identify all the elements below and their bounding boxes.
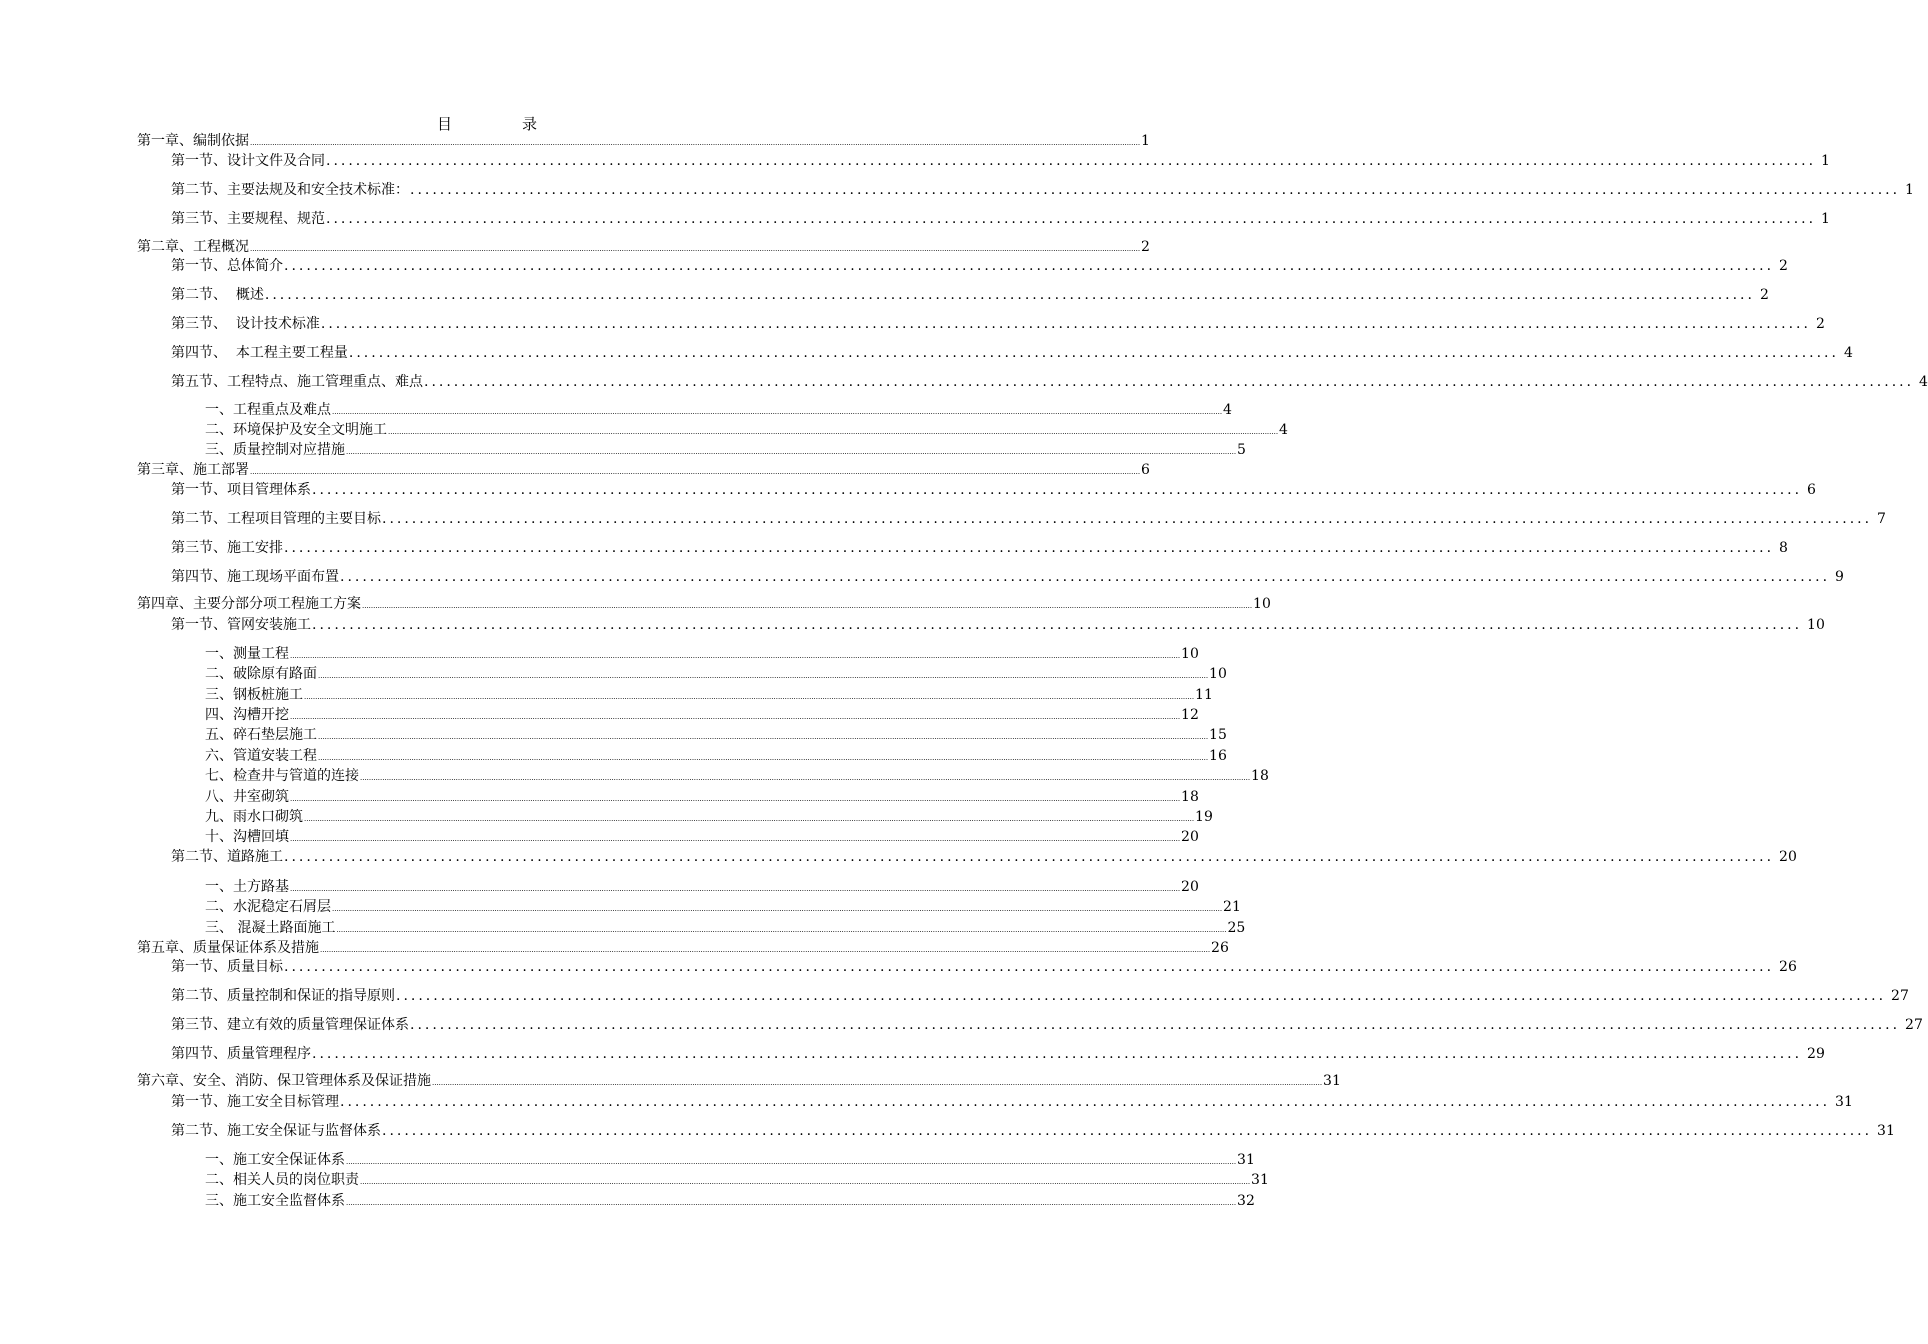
toc-entry-label: 第一节、施工安全目标管理 — [171, 1094, 339, 1110]
toc-page-number: 7 — [1877, 511, 1886, 527]
toc-title-right: 录 — [522, 115, 538, 133]
toc-dot-leader: ........................................................................................................................................................................................................ — [320, 316, 1811, 332]
toc-dot-leader: ................................................................................................................................................................................................................................................................................................................................................................................................................ — [304, 693, 1195, 701]
toc-entry-label: 七、检查井与管道的连接 — [205, 768, 359, 784]
toc-page-number: 29 — [1807, 1046, 1825, 1062]
toc-dot-leader: ........................................................................................................................................................................................................ — [410, 1017, 1901, 1033]
toc-entry[interactable] — [171, 1014, 1923, 1034]
toc-entry[interactable] — [171, 313, 1825, 333]
toc-entry[interactable] — [205, 917, 1246, 937]
toc-dot-leader: ........................................................................................................................................................................................................ — [340, 569, 1831, 585]
toc-entry-label: 第三节、建立有效的质量管理保证体系 — [171, 1017, 409, 1033]
toc-page-number: 8 — [1779, 540, 1788, 556]
toc-entry-label: 一、土方路基 — [205, 879, 289, 895]
toc-entry-label: 二、破除原有路面 — [205, 666, 317, 682]
toc-entry[interactable] — [205, 765, 1269, 785]
toc-entry-label: 八、井室砌筑 — [205, 789, 289, 805]
toc-entry-label: 第二章、工程概况 — [137, 239, 249, 255]
toc-page-number: 27 — [1891, 988, 1909, 1004]
toc-entry-label: 第一节、项目管理体系 — [171, 482, 311, 498]
toc-entry[interactable] — [171, 150, 1830, 170]
toc-page-number: 27 — [1905, 1017, 1923, 1033]
toc-page-number: 15 — [1209, 727, 1227, 743]
toc-page-number: 6 — [1141, 462, 1150, 478]
toc-entry[interactable] — [171, 614, 1825, 634]
toc-entry-label: 五、碎石垫层施工 — [205, 727, 317, 743]
toc-page-number: 2 — [1815, 316, 1825, 332]
toc-dot-leader: ................................................................................................................................................................................................................................................................................................................................................................................................................ — [290, 795, 1181, 803]
toc-dot-leader: ................................................................................................................................................................................................................................................................................................................................................................................................................ — [250, 245, 1141, 253]
toc-entry-label: 第一节、质量目标 — [171, 959, 283, 975]
toc-entry-label: 第三节、施工安排 — [171, 540, 283, 556]
toc-page-number: 2 — [1779, 258, 1788, 274]
toc-entry[interactable] — [205, 876, 1199, 896]
toc-dot-leader: ........................................................................................................................................................................................................ — [340, 1094, 1831, 1110]
toc-page-number: 4 — [1279, 422, 1288, 438]
toc-entry[interactable] — [171, 956, 1797, 976]
toc-entry-label: 三、质量控制对应措施 — [205, 442, 345, 458]
toc-entry-label: 第二节、 概述 — [171, 287, 264, 303]
toc-entry-label: 第一节、设计文件及合同 — [171, 153, 325, 169]
toc-entry-label: 第三章、施工部署 — [137, 462, 249, 478]
toc-entry-label: 九、雨水口砌筑 — [205, 809, 303, 825]
toc-page-number: 26 — [1779, 959, 1797, 975]
toc-entry[interactable] — [205, 439, 1246, 459]
toc-page-number: 31 — [1877, 1123, 1895, 1139]
toc-entry[interactable] — [171, 479, 1816, 499]
toc-dot-leader: ................................................................................................................................................................................................................................................................................................................................................................................................................ — [250, 139, 1141, 147]
toc-dot-leader: ................................................................................................................................................................................................................................................................................................................................................................................................................ — [346, 1199, 1237, 1207]
toc-entry-label: 二、环境保护及安全文明施工 — [205, 422, 387, 438]
toc-dot-leader: ................................................................................................................................................................................................................................................................................................................................................................................................................ — [250, 468, 1141, 476]
toc-entry[interactable] — [205, 745, 1227, 765]
toc-entry-label: 六、管道安装工程 — [205, 748, 317, 764]
toc-entry-label: 第一节、总体简介 — [171, 258, 283, 274]
toc-entry[interactable] — [137, 236, 1150, 256]
toc-dot-leader: ................................................................................................................................................................................................................................................................................................................................................................................................................ — [318, 754, 1209, 762]
toc-page-number: 6 — [1807, 482, 1816, 498]
toc-entry[interactable] — [205, 704, 1199, 724]
toc-entry[interactable] — [205, 399, 1232, 419]
toc-entry[interactable] — [205, 663, 1227, 683]
toc-page-number: 4 — [1843, 345, 1853, 361]
toc-dot-leader: ........................................................................................................................................................................................................ — [382, 1123, 1873, 1139]
toc-entry[interactable] — [205, 684, 1213, 704]
toc-page-number: 20 — [1779, 849, 1797, 865]
toc-dot-leader: ................................................................................................................................................................................................................................................................................................................................................................................................................ — [360, 1178, 1251, 1186]
toc-dot-leader: ........................................................................................................................................................................................................ — [424, 374, 1915, 390]
toc-dot-leader: ........................................................................................................................................................................................................ — [312, 617, 1803, 633]
toc-page-number: 20 — [1181, 879, 1199, 895]
toc-dot-leader: ........................................................................................................................................................................................................ — [396, 988, 1887, 1004]
toc-dot-leader: ........................................................................................................................................................................................................ — [312, 482, 1803, 498]
toc-entry[interactable] — [171, 371, 1928, 391]
toc-entry[interactable] — [205, 1149, 1255, 1169]
toc-dot-leader: ................................................................................................................................................................................................................................................................................................................................................................................................................ — [388, 428, 1279, 436]
toc-entry-label: 第二节、主要法规及和安全技术标准： — [171, 182, 409, 198]
toc-page-number: 9 — [1835, 569, 1844, 585]
toc-page-number: 31 — [1835, 1094, 1853, 1110]
toc-entry[interactable] — [171, 566, 1844, 586]
toc-entry-label: 十、沟槽回填 — [205, 829, 289, 845]
toc-entry-label: 第三节、 设计技术标准 — [171, 316, 320, 332]
toc-dot-leader: ................................................................................................................................................................................................................................................................................................................................................................................................................ — [336, 926, 1227, 934]
toc-entry-label: 第六章、安全、消防、保卫管理体系及保证措施 — [137, 1073, 431, 1089]
toc-dot-leader: ................................................................................................................................................................................................................................................................................................................................................................................................................ — [290, 713, 1181, 721]
toc-entry-label: 第四节、质量管理程序 — [171, 1046, 311, 1062]
toc-dot-leader: ........................................................................................................................................................................................................ — [348, 345, 1839, 361]
toc-entry-label: 第一章、编制依据 — [137, 133, 249, 149]
toc-page-number: 10 — [1807, 617, 1825, 633]
toc-dot-leader: ................................................................................................................................................................................................................................................................................................................................................................................................................ — [332, 408, 1223, 416]
toc-dot-leader: ........................................................................................................................................................................................................ — [284, 258, 1775, 274]
toc-entry-label: 第四节、 本工程主要工程量 — [171, 345, 348, 361]
toc-entry[interactable] — [137, 130, 1150, 150]
toc-dot-leader: ................................................................................................................................................................................................................................................................................................................................................................................................................ — [346, 448, 1237, 456]
toc-dot-leader: ........................................................................................................................................................................................................ — [284, 540, 1775, 556]
toc-dot-leader: ................................................................................................................................................................................................................................................................................................................................................................................................................ — [290, 835, 1181, 843]
toc-entry[interactable] — [205, 896, 1241, 916]
toc-entry[interactable] — [137, 937, 1229, 957]
toc-page-number: 1 — [1821, 211, 1830, 227]
toc-page-number: 12 — [1181, 707, 1199, 723]
toc-dot-leader: ................................................................................................................................................................................................................................................................................................................................................................................................................ — [290, 652, 1181, 660]
toc-dot-leader: ................................................................................................................................................................................................................................................................................................................................................................................................................ — [362, 602, 1253, 610]
toc-entry[interactable] — [137, 1070, 1341, 1090]
toc-entry[interactable] — [171, 1091, 1853, 1111]
toc-page-number: 10 — [1209, 666, 1227, 682]
toc-dot-leader: ................................................................................................................................................................................................................................................................................................................................................................................................................ — [346, 1158, 1237, 1166]
toc-entry-label: 第二节、施工安全保证与监督体系 — [171, 1123, 381, 1139]
toc-dot-leader: ................................................................................................................................................................................................................................................................................................................................................................................................................ — [360, 774, 1251, 782]
toc-page-number: 21 — [1223, 899, 1241, 915]
toc-entry-label: 第五章、质量保证体系及措施 — [137, 940, 319, 956]
toc-title-left: 目 — [436, 115, 452, 133]
toc-page-number: 18 — [1251, 768, 1269, 784]
toc-entry[interactable] — [171, 846, 1797, 866]
toc-page-number: 5 — [1237, 442, 1246, 458]
toc-dot-leader: ................................................................................................................................................................................................................................................................................................................................................................................................................ — [318, 672, 1209, 680]
toc-entry-label: 第五节、工程特点、施工管理重点、难点 — [171, 374, 423, 390]
toc-page-number: 31 — [1323, 1073, 1341, 1089]
toc-entry[interactable] — [171, 508, 1886, 528]
toc-entry[interactable] — [171, 1043, 1825, 1063]
toc-entry[interactable] — [171, 537, 1788, 557]
toc-entry[interactable] — [205, 1169, 1269, 1189]
toc-entry-label: 四、沟槽开挖 — [205, 707, 289, 723]
toc-page-number: 2 — [1141, 239, 1150, 255]
toc-dot-leader: ........................................................................................................................................................................................................ — [382, 511, 1873, 527]
toc-entry-label: 三、钢板桩施工 — [205, 687, 303, 703]
toc-entry[interactable] — [205, 1190, 1255, 1210]
toc-entry-label: 第二节、道路施工 — [171, 849, 283, 865]
toc-page-number: 1 — [1141, 133, 1150, 149]
toc-entry[interactable] — [137, 459, 1150, 479]
toc-entry[interactable] — [205, 724, 1227, 744]
toc-page-number: 25 — [1227, 920, 1246, 936]
toc-page-number: 26 — [1211, 940, 1229, 956]
toc-entry[interactable] — [171, 255, 1788, 275]
toc-entry-label: 一、施工安全保证体系 — [205, 1152, 345, 1168]
toc-dot-leader: ........................................................................................................................................................................................................ — [264, 287, 1755, 303]
toc-page-number: 10 — [1181, 646, 1199, 662]
toc-entry[interactable] — [171, 342, 1853, 362]
toc-page-number: 1 — [1905, 182, 1914, 198]
toc-entry[interactable] — [171, 179, 1914, 199]
toc-entry[interactable] — [171, 284, 1769, 304]
toc-entry[interactable] — [205, 419, 1288, 439]
toc-entry[interactable] — [171, 1120, 1895, 1140]
toc-page-number: 19 — [1195, 809, 1213, 825]
toc-page-number: 10 — [1253, 596, 1271, 612]
toc-entry[interactable] — [205, 826, 1199, 846]
toc-entry[interactable] — [205, 643, 1199, 663]
toc-entry-label: 第一节、管网安装施工 — [171, 617, 311, 633]
toc-page-number: 16 — [1209, 748, 1227, 764]
toc-entry-label: 一、工程重点及难点 — [205, 402, 331, 418]
toc-entry-label: 第三节、主要规程、规范 — [171, 211, 325, 227]
toc-entry-label: 三、施工安全监督体系 — [205, 1193, 345, 1209]
toc-dot-leader: ................................................................................................................................................................................................................................................................................................................................................................................................................ — [320, 946, 1211, 954]
toc-dot-leader: ........................................................................................................................................................................................................ — [326, 153, 1817, 169]
toc-entry[interactable] — [137, 593, 1271, 613]
toc-entry[interactable] — [205, 786, 1199, 806]
toc-entry-label: 第二节、工程项目管理的主要目标 — [171, 511, 381, 527]
toc-entry[interactable] — [171, 208, 1830, 228]
toc-dot-leader: ................................................................................................................................................................................................................................................................................................................................................................................................................ — [290, 885, 1181, 893]
toc-page-number: 11 — [1195, 687, 1213, 703]
toc-entry-label: 一、测量工程 — [205, 646, 289, 662]
toc-page-number: 18 — [1181, 789, 1199, 805]
toc-entry-label: 三、 混凝土路面施工 — [205, 920, 336, 936]
toc-entry-label: 第四节、施工现场平面布置 — [171, 569, 339, 585]
toc-entry-label: 二、相关人员的岗位职责 — [205, 1172, 359, 1188]
toc-page-number: 32 — [1237, 1193, 1255, 1209]
toc-dot-leader: ........................................................................................................................................................................................................ — [284, 959, 1775, 975]
toc-dot-leader: ................................................................................................................................................................................................................................................................................................................................................................................................................ — [304, 815, 1195, 823]
toc-page-number: 20 — [1181, 829, 1199, 845]
toc-page-number: 31 — [1251, 1172, 1269, 1188]
toc-dot-leader: ................................................................................................................................................................................................................................................................................................................................................................................................................ — [318, 733, 1209, 741]
toc-dot-leader: ................................................................................................................................................................................................................................................................................................................................................................................................................ — [432, 1079, 1323, 1087]
toc-dot-leader: ........................................................................................................................................................................................................ — [284, 849, 1775, 865]
toc-entry-label: 第四章、主要分部分项工程施工方案 — [137, 596, 361, 612]
toc-entry[interactable] — [171, 985, 1909, 1005]
toc-page-number: 4 — [1223, 402, 1232, 418]
toc-dot-leader: ........................................................................................................................................................................................................ — [410, 182, 1901, 198]
toc-page-number: 1 — [1821, 153, 1830, 169]
toc-page-number: 4 — [1919, 374, 1928, 390]
toc-dot-leader: ........................................................................................................................................................................................................ — [312, 1046, 1803, 1062]
toc-entry-label: 第二节、质量控制和保证的指导原则 — [171, 988, 395, 1004]
toc-entry[interactable] — [205, 806, 1213, 826]
toc-page-number: 31 — [1237, 1152, 1255, 1168]
toc-page-number: 2 — [1759, 287, 1769, 303]
toc-dot-leader: ........................................................................................................................................................................................................ — [326, 211, 1817, 227]
toc-dot-leader: ................................................................................................................................................................................................................................................................................................................................................................................................................ — [332, 905, 1223, 913]
toc-entry-label: 二、水泥稳定石屑层 — [205, 899, 331, 915]
